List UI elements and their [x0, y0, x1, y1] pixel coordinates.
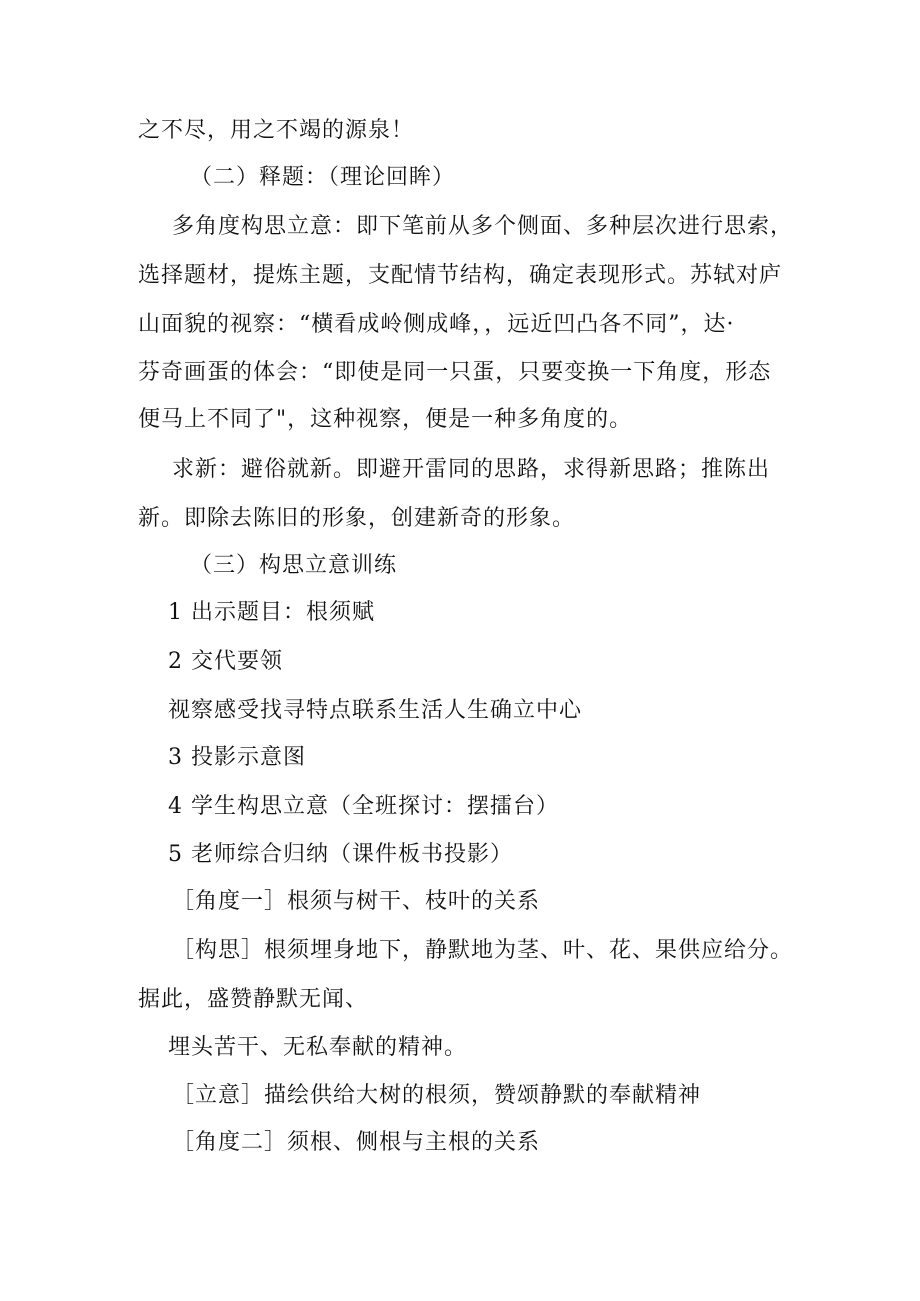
section-heading: （三）构思立意训练 [190, 553, 398, 578]
list-item: 5 老师综合归纳（课件板书投影） [168, 842, 513, 867]
text-line: 据此，盛赞静默无闻、 [138, 987, 369, 1012]
text-line: 便马上不同了"，这种视察，便是一种多角度的。 [138, 407, 633, 432]
text-line: 山面貌的视察：“横看成岭侧成峰，，远近凹凸各不同”，达· [138, 312, 735, 337]
text-line: 新。即除去陈旧的形象，创建新奇的形象。 [138, 506, 576, 531]
section-heading: （二）释题：（理论回眸） [190, 165, 456, 190]
list-item: 1 出示题目：根须赋 [168, 600, 375, 625]
text-line: 选择题材，提炼主题，支配情节结构，确定表现形式。苏轼对庐 [138, 263, 783, 288]
text-line: 视察感受找寻特点联系生活人生确立中心 [168, 698, 583, 723]
text-line: 芬奇画蛋的体会：“即使是同一只蛋，只要变换一下角度，形态 [138, 360, 772, 385]
text-line: ［角度一］根须与树干、枝叶的关系 [172, 889, 541, 914]
text-line: 求新：避俗就新。即避开雷同的思路，求得新思路；推陈出 [172, 457, 771, 482]
text-line: ［立意］描绘供给大树的根须，赞颂静默的奉献精神 [172, 1083, 702, 1108]
list-item: 2 交代要领 [168, 649, 283, 674]
list-item: 4 学生构思立意（全班探讨：摆擂台） [168, 794, 559, 819]
list-item: 3 投影示意图 [168, 745, 306, 770]
text-line: 多角度构思立意：即下笔前从多个侧面、多种层次进行思索， [172, 214, 794, 239]
text-line: 之不尽，用之不竭的源泉！ [138, 118, 415, 143]
text-line: ［角度二］须根、侧根与主根的关系 [172, 1130, 541, 1155]
text-line: 埋头苦干、无私奉献的精神。 [168, 1035, 468, 1060]
text-line: ［构思］根须埋身地下，静默地为茎、叶、花、果供应给分。 [172, 938, 794, 963]
